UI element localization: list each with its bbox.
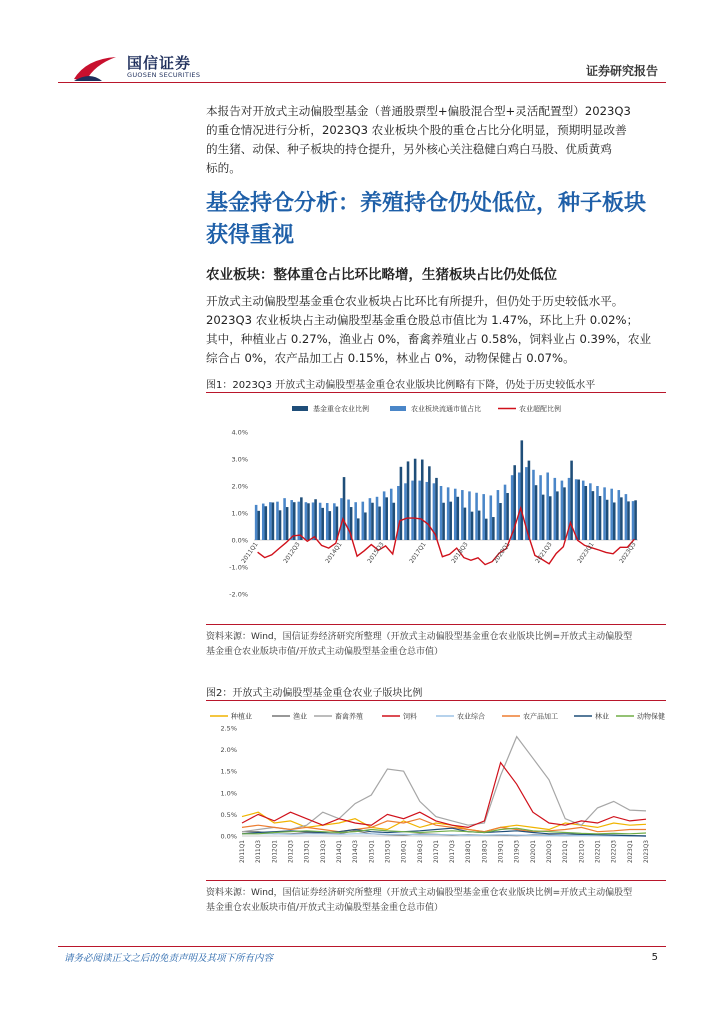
bar-fund-holding	[265, 506, 268, 540]
bar-fund-holding	[449, 502, 452, 540]
x-tick-label: 2021Q3	[579, 840, 586, 864]
bar-market-share	[554, 478, 557, 540]
legend-label: 畜禽养殖	[335, 712, 363, 721]
bar-fund-holding	[421, 460, 424, 540]
bar-market-share	[575, 479, 578, 540]
intro-line: 的重仓情况进行分析，2023Q3 农业板块个股的重仓占比分化明显，预期明显改善	[206, 123, 627, 137]
bar-fund-holding	[279, 510, 282, 540]
bar-fund-holding	[286, 507, 289, 540]
bar-fund-holding	[357, 518, 360, 540]
bar-fund-holding	[293, 502, 296, 540]
legend-swatch	[292, 406, 308, 411]
bar-market-share	[539, 475, 542, 540]
intro-line: 标的。	[206, 161, 241, 175]
bar-fund-holding	[599, 496, 602, 540]
bar-market-share	[582, 481, 585, 540]
bar-fund-holding	[542, 495, 545, 540]
x-tick-label: 2016Q3	[417, 840, 424, 864]
bar-fund-holding	[471, 512, 474, 540]
bar-market-share	[269, 502, 272, 540]
bar-market-share	[468, 491, 471, 540]
x-tick-label: 2016Q1	[401, 840, 408, 864]
body-line: 其中，种植业占 0.27%，渔业占 0%，畜禽养殖业占 0.58%，饲料业占 0.39%，农业	[206, 332, 652, 346]
bar-market-share	[454, 489, 457, 540]
intro-paragraph	[206, 102, 670, 178]
bar-market-share	[347, 500, 350, 541]
x-tick-label: 2013Q1	[304, 840, 311, 864]
bar-market-share	[305, 502, 308, 540]
intro-line: 的生猪、动保、种子板块的持仓提升，另外核心关注稳健白鸡白马股、优质黄鸡	[206, 142, 612, 156]
bar-fund-holding	[457, 497, 460, 540]
bar-fund-holding	[343, 477, 346, 540]
bar-fund-holding	[407, 461, 410, 540]
y-tick-label: 0.0%	[220, 832, 237, 841]
series-line	[242, 763, 646, 828]
bar-fund-holding	[400, 467, 403, 540]
bar-market-share	[461, 490, 464, 540]
bar-fund-holding	[521, 440, 524, 540]
bar-market-share	[625, 494, 628, 540]
bar-market-share	[276, 502, 279, 540]
x-tick-label: 2019Q1	[498, 840, 505, 864]
bar-fund-holding	[549, 496, 552, 540]
bar-fund-holding	[478, 511, 481, 540]
guosen-logo-icon	[72, 55, 118, 83]
x-tick-label: 2015Q3	[366, 541, 386, 565]
bar-market-share	[426, 482, 429, 540]
figure1-source	[206, 630, 668, 660]
legend-label: 农业综合	[457, 712, 485, 721]
legend-label: 林业	[595, 712, 609, 721]
y-tick-label: 1.0%	[231, 509, 248, 518]
x-tick-label: 2023Q3	[644, 840, 650, 864]
bar-fund-holding	[563, 487, 566, 540]
bar-fund-holding	[606, 500, 609, 540]
bar-fund-holding	[528, 461, 531, 540]
legend-label: 农产品加工	[523, 712, 558, 721]
x-tick-label: 2017Q1	[433, 840, 440, 864]
x-tick-label: 2014Q1	[324, 541, 344, 565]
bar-market-share	[596, 486, 599, 540]
x-tick-label: 2015Q3	[385, 840, 392, 864]
bar-market-share	[497, 490, 500, 540]
bar-market-share	[418, 481, 421, 540]
bar-market-share	[383, 491, 386, 540]
bar-fund-holding	[556, 491, 559, 540]
bar-fund-holding	[307, 503, 310, 540]
report-type-label: 证券研究报告	[585, 64, 658, 78]
x-tick-label: 2015Q1	[369, 840, 376, 864]
x-tick-label: 2014Q1	[336, 840, 343, 864]
y-tick-label: 3.0%	[231, 455, 248, 464]
legend-label: 饲料	[403, 712, 417, 721]
bar-market-share	[376, 497, 379, 540]
x-tick-label: 2021Q3	[534, 541, 554, 565]
legend-label: 农业超配比例	[519, 405, 561, 413]
x-tick-label: 2022Q1	[595, 840, 602, 864]
figure2-source	[206, 886, 668, 916]
logo-text-en: GUOSEN SECURITIES	[127, 71, 201, 79]
bar-fund-holding	[414, 459, 417, 540]
bar-market-share	[354, 502, 357, 540]
bar-fund-holding	[272, 502, 275, 540]
y-tick-label: 2.0%	[220, 746, 237, 755]
x-tick-label: 2022Q3	[611, 840, 618, 864]
x-tick-label: 2011Q3	[256, 840, 263, 864]
intro-line: 本报告对开放式主动偏股型基金（普通股票型+偏股混合型+灵活配置型）2023Q3	[206, 104, 631, 118]
bar-fund-holding	[634, 500, 637, 540]
bar-fund-holding	[385, 497, 388, 540]
source-line: 基金重仓农业版块市值/开放式主动偏股型基金重仓总市值）	[206, 647, 444, 657]
bar-market-share	[262, 504, 265, 540]
bar-fund-holding	[485, 519, 488, 540]
legend-label: 基金重仓农业比例	[313, 405, 369, 413]
bar-market-share	[447, 487, 450, 540]
source-line: 资料来源：Wind，国信证券经济研究所整理（开放式主动偏股型基金重仓农业版块比例=开放式主动偏股型	[206, 888, 633, 898]
y-tick-label: 0.0%	[231, 536, 248, 545]
footer-divider	[58, 946, 666, 947]
x-tick-label: 2014Q3	[353, 840, 360, 864]
bar-market-share	[518, 473, 521, 541]
y-tick-label: 2.0%	[231, 482, 248, 491]
body-line: 开放式主动偏股型基金重仓农业板块占比环比有所提升，但仍处于历史较低水平。	[206, 294, 624, 308]
bar-market-share	[290, 500, 293, 540]
x-tick-label: 2012Q1	[272, 840, 279, 864]
legend-label: 农业板块流通市值占比	[411, 405, 481, 413]
bar-fund-holding	[492, 517, 495, 540]
figure1-bottom-divider	[206, 624, 666, 625]
figure1-title: 图1：2023Q3 开放式主动偏股型基金重仓农业版块比例略有下降，仍处于历史较低水平	[206, 380, 596, 391]
bar-fund-holding	[321, 508, 324, 540]
bar-market-share	[390, 489, 393, 540]
x-tick-label: 2019Q3	[514, 840, 521, 864]
x-tick-label: 2012Q3	[282, 541, 302, 565]
footer-disclaimer: 请务必阅读正文之后的免责声明及其项下所有内容	[64, 953, 274, 964]
x-tick-label: 2020Q1	[530, 840, 537, 864]
y-tick-label: -2.0%	[229, 590, 248, 599]
bar-market-share	[319, 503, 322, 540]
bar-market-share	[490, 495, 493, 540]
bar-fund-holding	[435, 478, 438, 540]
bar-fund-holding	[506, 493, 509, 540]
x-tick-label: 2023Q1	[576, 541, 596, 565]
bar-fund-holding	[613, 502, 616, 540]
section-title-line: 基金持仓分析：养殖持仓仍处低位，种子板块	[206, 191, 647, 216]
body-line: 2023Q3 农业板块占主动偏股型基金重仓股总市值比为 1.47%，环比上升 0.02%；	[206, 313, 639, 327]
legend-swatch	[390, 406, 406, 411]
bar-market-share	[333, 503, 336, 540]
figure2-divider	[206, 700, 666, 701]
figure2-bottom-divider	[206, 880, 666, 881]
bar-market-share	[404, 483, 407, 540]
source-line: 基金重仓农业版块市值/开放式主动偏股型基金重仓总市值）	[206, 903, 444, 913]
bar-fund-holding	[585, 486, 588, 540]
bar-market-share	[362, 502, 365, 540]
y-tick-label: 2.5%	[220, 724, 237, 733]
bar-fund-holding	[620, 497, 623, 540]
bar-market-share	[482, 494, 485, 540]
bar-market-share	[610, 489, 613, 540]
x-tick-label: 2011Q1	[240, 840, 246, 864]
bar-market-share	[561, 481, 564, 540]
bar-fund-holding	[592, 491, 595, 540]
x-tick-label: 2023Q1	[627, 840, 634, 864]
legend-label: 渔业	[293, 712, 307, 721]
x-tick-label: 2021Q1	[563, 840, 570, 864]
bar-fund-holding	[627, 501, 630, 540]
bar-market-share	[546, 473, 549, 541]
bar-market-share	[326, 503, 329, 540]
page-number: 5	[651, 952, 658, 963]
bar-market-share	[440, 486, 443, 540]
bar-market-share	[255, 505, 258, 540]
bar-fund-holding	[393, 503, 396, 540]
bar-market-share	[618, 490, 621, 540]
y-tick-label: 4.0%	[231, 428, 248, 437]
bar-fund-holding	[378, 507, 381, 540]
body-line: 综合占 0%，农产品加工占 0.15%，林业占 0%，动物保健占 0.07%。	[206, 351, 575, 365]
bar-market-share	[532, 470, 535, 540]
bar-fund-holding	[300, 497, 303, 540]
x-tick-label: 2012Q3	[288, 840, 295, 864]
source-line: 资料来源：Wind，国信证券经济研究所整理（开放式主动偏股型基金重仓农业版块比例=开放式主动偏股型	[206, 632, 633, 642]
x-tick-label: 2020Q1	[492, 541, 512, 565]
y-tick-label: 1.0%	[220, 789, 237, 798]
bar-market-share	[504, 485, 507, 540]
bar-fund-holding	[428, 466, 431, 540]
section-body	[206, 292, 670, 368]
bar-fund-holding	[329, 511, 332, 540]
x-tick-label: 2018Q3	[450, 541, 470, 565]
section-subtitle: 农业板块：整体重仓占比环比略增，生猪板块占比仍处低位	[206, 267, 557, 283]
bar-fund-holding	[499, 503, 502, 540]
bar-fund-holding	[442, 503, 445, 540]
bar-market-share	[589, 483, 592, 540]
legend-label: 种植业	[231, 712, 252, 721]
legend-label: 动物保健	[637, 712, 665, 721]
bar-fund-holding	[535, 485, 538, 540]
figure1-chart	[206, 398, 668, 620]
x-tick-label: 2017Q1	[408, 541, 428, 565]
bar-market-share	[475, 493, 478, 540]
y-tick-label: 0.5%	[220, 810, 237, 819]
header-divider	[58, 82, 666, 83]
bar-market-share	[369, 498, 372, 540]
x-tick-label: 2017Q3	[450, 840, 457, 864]
bar-market-share	[603, 487, 606, 540]
y-tick-label: 1.5%	[220, 767, 237, 776]
bar-market-share	[298, 502, 301, 540]
y-tick-label: -1.0%	[229, 563, 248, 572]
figure2-title: 图2：开放式主动偏股型基金重仓农业子版块比例	[206, 688, 423, 699]
bar-market-share	[411, 481, 414, 540]
bar-market-share	[632, 501, 635, 540]
bar-fund-holding	[257, 511, 260, 540]
x-tick-label: 2018Q1	[466, 840, 473, 864]
bar-fund-holding	[577, 480, 580, 540]
bar-fund-holding	[371, 503, 374, 540]
section-title	[206, 188, 676, 252]
figure1-divider	[206, 392, 666, 393]
bar-fund-holding	[464, 508, 467, 540]
bar-market-share	[312, 502, 315, 540]
bar-market-share	[283, 498, 286, 540]
bar-fund-holding	[314, 499, 317, 540]
bar-fund-holding	[364, 512, 367, 540]
x-tick-label: 2018Q3	[482, 840, 489, 864]
x-tick-label: 2013Q3	[320, 840, 327, 864]
x-tick-label: 2023Q3	[618, 541, 638, 565]
figure2-chart	[206, 706, 668, 878]
x-tick-label: 2011Q1	[240, 541, 260, 565]
section-title-line: 获得重视	[206, 223, 295, 248]
x-tick-label: 2020Q3	[547, 840, 554, 864]
logo-text-cn: 国信证券	[127, 54, 192, 72]
